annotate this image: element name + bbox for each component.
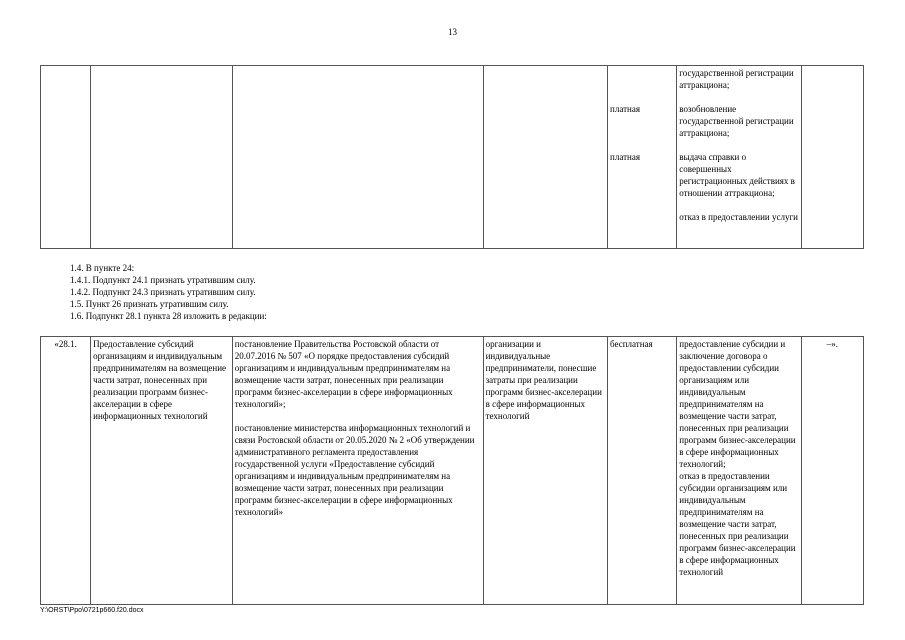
- result-text: возобновление государственной регистрации аттракциона;: [679, 104, 794, 138]
- result-text: отказ в предоставлении субсидии организациям или индивидуальным предпринимателям на возмещение части затрат, понесенных при реализации программ бизнес-акселерации в сфере информационных технологий: [679, 471, 796, 577]
- paragraph: 1.6. Подпункт 28.1 пункта 28 изложить в редакции:: [70, 311, 267, 321]
- row-number: «28.1.: [41, 337, 91, 605]
- table-cell: [232, 66, 483, 249]
- bottom-table: [40, 336, 864, 605]
- result-text: выдача справки о совершенных регистрационных действиях в отношении аттракциона;: [679, 152, 795, 198]
- payment-text: платная: [610, 104, 640, 114]
- paragraph: 1.4.1. Подпункт 24.1 признать утратившим силу.: [70, 275, 256, 285]
- legal-basis-text: постановление министерства информационных технологий и связи Ростовской области от 20.05.2020 № 2 «Об утверждении административного регламента предоставления государственной услуги «Предоставление субсидий организациям и индивидуальным предпринимателям на возмещение части затрат, понесенных при реализации программ бизнес-акселерации в сфере информационных технологий»: [234, 423, 475, 517]
- payment: бесплатная: [608, 337, 677, 605]
- table-cell: [801, 66, 863, 249]
- paragraph: 1.4. В пункте 24:: [70, 263, 135, 273]
- recipients: организации и индивидуальные предприниматели, понесшие затраты при реализации программ бизнес-акселерации в сфере информационных технологий: [483, 337, 607, 605]
- payment-cell: [608, 66, 677, 249]
- payment-text: [610, 67, 674, 103]
- table-cell: [483, 66, 607, 249]
- table-row: [41, 66, 864, 249]
- table-row: [41, 337, 864, 605]
- paragraph: 1.4.2. Подпункт 24.3 признать утратившим силу.: [70, 287, 256, 297]
- result-text: государственной регистрации аттракциона;: [679, 68, 794, 90]
- table-cell: [91, 66, 233, 249]
- paragraph: 1.5. Пункт 26 признать утратившим силу.: [70, 299, 229, 309]
- result-cell: [677, 337, 801, 605]
- last-cell: –».: [801, 337, 863, 605]
- result-text: предоставление субсидии и заключение договора о предоставлении субсидии организациям или индивидуальным предпринимателям на возмещение части затрат, понесенных при реализации программ бизнес-акселерации в сфере информационных технологий;: [679, 339, 796, 469]
- file-path-footer: Y:\ORST\Ppo\0721p660.f20.docx: [40, 607, 144, 614]
- result-text: отказ в предоставлении услуги: [679, 212, 798, 222]
- legal-basis-cell: [232, 337, 483, 605]
- legal-basis-text: постановление Правительства Ростовской области от 20.07.2016 № 507 «О порядке предоставления субсидий организациям и индивидуальным предпринимателям на возмещение части затрат, понесенных при реализации программ бизнес-акселерации в сфере информационных технологий»;: [234, 339, 453, 409]
- top-table: [40, 65, 864, 249]
- table-cell: [41, 66, 91, 249]
- page-number: 13: [448, 27, 457, 37]
- payment-text: платная: [610, 152, 640, 162]
- service-name: Предоставление субсидий организациям и индивидуальным предпринимателям на возмещение части затрат, понесенных при реализации программ бизнес-акселерации в сфере информационных технологий: [91, 337, 233, 605]
- result-cell: [677, 66, 801, 249]
